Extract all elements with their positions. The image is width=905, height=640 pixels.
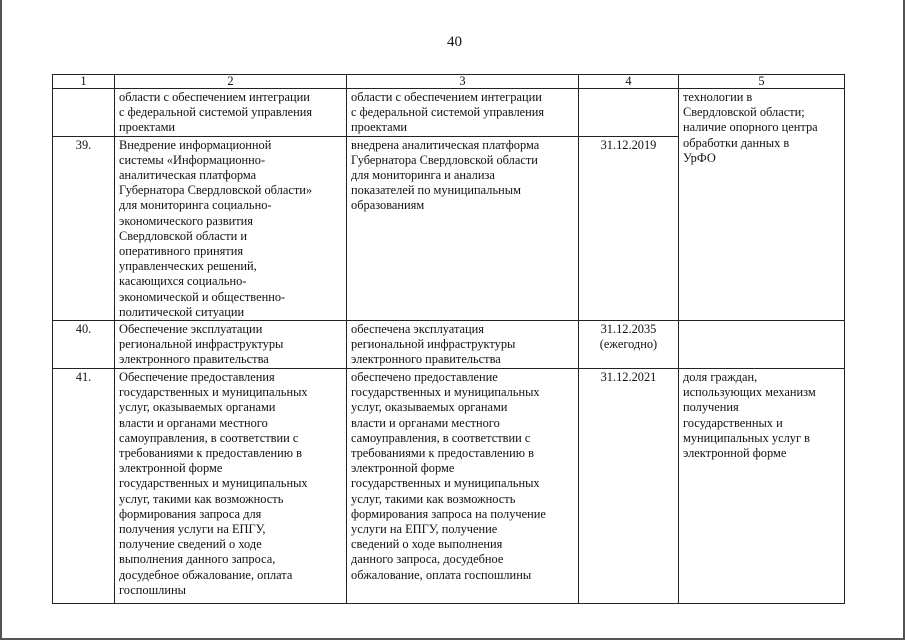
- result-cell: области с обеспечением интеграции с федеральной системой управления проектами: [347, 89, 579, 137]
- page-number: 40: [447, 34, 462, 50]
- deadline-cell: [579, 89, 679, 137]
- column-header: 3: [347, 75, 579, 89]
- result-cell: обеспечено предоставление государственных и муниципальных услуг, оказываемых органами власти и органами местного самоуправления, в соответствии с требованиями к предоставлению в электронной форме государственных и муниципальных услуг, такими как возможность формирования запроса на получение услуги на ЕПГУ, получение сведений о ходе выполнения данного запроса, досудебное обжалование, оплата госпошлины: [347, 369, 579, 604]
- table-header-row: [53, 75, 845, 89]
- deadline-cell: 31.12.2019: [579, 136, 679, 320]
- measure-cell: Внедрение информационной системы «Информационно- аналитическая платформа Губернатора Свердловской области» для мониторинга социально- экономического развития Свердловской области и оперативного принятия управленческих решений, касающихся социально- экономической и общественно- политической ситуации: [115, 136, 347, 320]
- table-row: [53, 369, 845, 604]
- indicator-cell: [679, 321, 845, 369]
- indicator-cell: технологии в Свердловской области; наличие опорного центра обработки данных в УрФО: [679, 89, 845, 321]
- deadline-cell: 31.12.2035 (ежегодно): [579, 321, 679, 369]
- indicator-cell: доля граждан, использующих механизм получения государственных и муниципальных услуг в электронной форме: [679, 369, 845, 604]
- table-row: [53, 89, 845, 137]
- column-header: 5: [679, 75, 845, 89]
- measure-cell: Обеспечение эксплуатации региональной инфраструктуры электронного правительства: [115, 321, 347, 369]
- row-number: 40.: [53, 321, 115, 369]
- deadline-cell: 31.12.2021: [579, 369, 679, 604]
- measure-cell: области с обеспечением интеграции с федеральной системой управления проектами: [115, 89, 347, 137]
- result-cell: внедрена аналитическая платформа Губернатора Свердловской области для мониторинга и анализа показателей по муниципальным образованиям: [347, 136, 579, 320]
- column-header: 1: [53, 75, 115, 89]
- row-number: 41.: [53, 369, 115, 604]
- measure-cell: Обеспечение предоставления государственных и муниципальных услуг, оказываемых органами власти и органами местного самоуправления, в соответствии с требованиями к предоставлению в электронной форме государственных и муниципальных услуг, такими как возможность формирования запроса для получения услуги на ЕПГУ, получение сведений о ходе выполнения данного запроса, досудебное обжалование, оплата госпошлины: [115, 369, 347, 604]
- table-row: [53, 321, 845, 369]
- row-number: 39.: [53, 136, 115, 320]
- column-header: 4: [579, 75, 679, 89]
- row-number: [53, 89, 115, 137]
- column-header: 2: [115, 75, 347, 89]
- result-cell: обеспечена эксплуатация региональной инфраструктуры электронного правительства: [347, 321, 579, 369]
- measures-table: [52, 74, 845, 604]
